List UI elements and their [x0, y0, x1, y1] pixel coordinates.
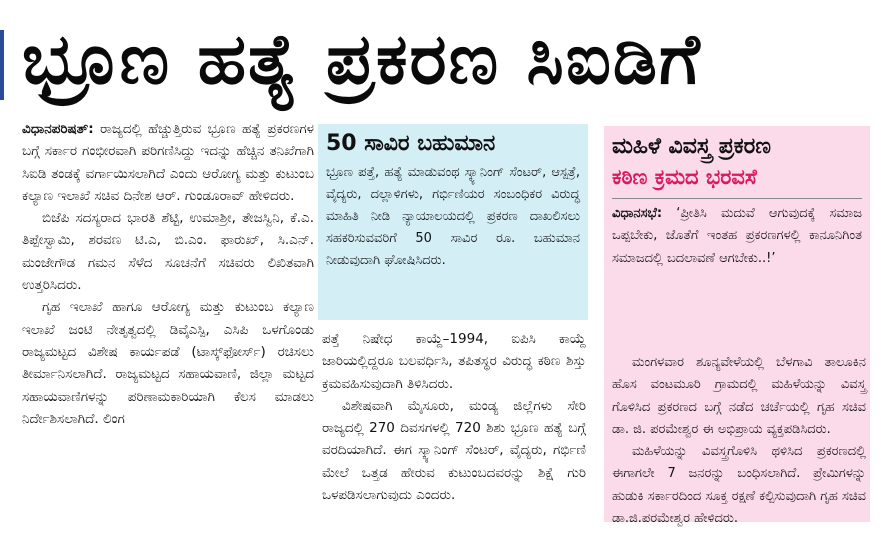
main-article-paragraph-1: [22, 118, 314, 207]
main-article-continuation-2: ವಿಶೇಷವಾಗಿ ಮೈಸೂರು, ಮಂಡ್ಯ ಜಿಲ್ಲೆಗಳು ಸೇರಿ ರಾಜ್ಯದಲ್ಲಿ 270 ದಿವಸಗಳಲ್ಲಿ 720 ಶಿಶು ಭ್ರೂಣ ಹತ್ಯೆ ಬಗ್ಗೆ ವರದಿಯಾಗಿದೆ. ಈಗ ಸ್ಕ್ಯಾನಿಂಗ್ ಸೆಂಟರ್, ವೈದ್ಯರು, ಗರ್ಭಿಣಿ ಮೇಲೆ ಒತ್ತಡ ಹೇರುವ ಕುಟುಂಬದವರನ್ನು ಶಿಕ್ಷೆ ಗುರಿ ಒಳಪಡಿಸಲಾಗುವುದು ಎಂದರು.: [322, 397, 586, 504]
reward-box: [318, 124, 588, 320]
reward-box-body: ಭ್ರೂಣ ಪತ್ತೆ, ಹತ್ಯೆ ಮಾಡುವಂಥ ಸ್ಕ್ಯಾನಿಂಗ್ ಸೆಂಟರ್, ಆಸ್ಪತ್ರೆ, ವೈದ್ಯರು, ದಲ್ಲಾಳಿಗಳು, ಗರ್ಭಿಣಿಯರ ಸಂಬಂಧಿಕರ ವಿರುದ್ಧ ಮಾಹಿತಿ ನೀಡಿ ನ್ಯಾಯಾಲಯದಲ್ಲಿ ಪ್ರಕರಣ ದಾಖಲಿಸಲು ಸಹಕರಿಸುವವರಿಗೆ 50 ಸಾವಿರ ರೂ. ಬಹುಮಾನ ನೀಡುವುದಾಗಿ ಘೋಷಿಸಿದರು.: [326, 165, 580, 268]
main-article-continuation-1: ಪತ್ತೆ ನಿಷೇಧ ಕಾಯ್ದೆ–1994, ಐಪಿಸಿ ಕಾಯ್ದೆ ಜಾರಿಯಲ್ಲಿದ್ದರೂ ಬಲವರ್ಧಿಸಿ, ತಪಿತಸ್ಥರ ವಿರುದ್ಧ ಕಠಿಣ ಶಿಸ್ತು ಕ್ರಮವಹಿಸುವುದಾಗಿ ತಿಳಿಸಿದರು.: [322, 331, 586, 392]
reward-box-title: 50 ಸಾವಿರ ಬಹುಮಾನ: [326, 131, 496, 156]
side-article-paragraph-1: ಮಂಗಳವಾರ ಶೂನ್ಯವೇಳೆಯಲ್ಲಿ ಬೆಳಗಾವಿ ತಾಲೂಕಿನ ಹೊಸ ವಂಟಮೂರಿ ಗ್ರಾಮದಲ್ಲಿ ಮಹಿಳೆಯನ್ನು ವಿವಸ್ತ್ರ ಗೊಳಿಸಿದ ಪ್ರಕರಣದ ಬಗ್ಗೆ ನಡೆದ ಚರ್ಚೆಯಲ್ಲಿ ಗೃಹ ಸಚಿವ ಡಾ. ಜಿ. ಪರಮೇಶ್ವರ ಈ ಅಭಿಪ್ರಾಯ ವ್ಯಕ್ತಪಡಿಸಿದರು.: [612, 355, 866, 437]
side-article-title: ಮಹಿಳೆ ವಿವಸ್ತ್ರ ಪ್ರಕರಣ: [612, 134, 771, 159]
side-article-divider: [612, 198, 862, 199]
main-article-column-2: [322, 328, 586, 506]
left-margin-rule: [0, 30, 4, 100]
side-dateline: ವಿಧಾನಸಭೆ:: [612, 206, 663, 221]
main-article-paragraph-3: ಗೃಹ ಇಲಾಖೆ ಹಾಗೂ ಆರೋಗ್ಯ ಮತ್ತು ಕುಟುಂಬ ಕಲ್ಯಾಣ ಇಲಾಖೆ ಜಂಟಿ ನೇತೃತ್ವದಲ್ಲಿ ಡಿವೈಎಸ್ಪಿ, ಎಸಿಪಿ ಒಳಗೊಂಡು ರಾಜ್ಯಮಟ್ಟದ ವಿಶೇಷ ಕಾರ್ಯಪಡೆ (ಟಾಸ್ಕ್‌ಫೋರ್ಸ್) ರಚಿಸಲು ತೀರ್ಮಾನಿಸಲಾಗಿದೆ. ರಾಜ್ಯಮಟ್ಟದ ಸಹಾಯವಾಣಿ, ಜಿಲ್ಲಾ ಮಟ್ಟದ ಸಹಾಯವಾಣಿಗಳನ್ನು ಪರಿಣಾಮಕಾರಿಯಾಗಿ ಕೆಲಸ ಮಾಡಲು ನಿರ್ದೇಶಿಸಲಾಗಿದೆ. ಲಿಂಗ: [22, 299, 314, 427]
side-article-intro: [612, 203, 862, 270]
main-article-p1-text: ರಾಜ್ಯದಲ್ಲಿ ಹೆಚ್ಚುತ್ತಿರುವ ಭ್ರೂಣ ಹತ್ಯೆ ಪ್ರಕರಣಗಳ ಬಗ್ಗೆ ಸರ್ಕಾರ ಗಂಭೀರವಾಗಿ ಪರಿಗಣಿಸಿದ್ದು ಇದನ್ನು ಹೆಚ್ಚಿನ ತನಿಖೆಗಾಗಿ ಸಿಐಡಿ ತಂಡಕ್ಕೆ ವರ್ಗಾಯಿಸಲಾಗಿದೆ ಎಂದು ಆರೋಗ್ಯ ಮತ್ತು ಕುಟುಂಬ ಕಲ್ಯಾಣ ಇಲಾಖೆ ಸಚಿವ ದಿನೇಶ ಆರ್. ಗುಂಡೂರಾವ್ ಹೇಳಿದರು.: [22, 121, 314, 204]
main-article-column-1: [22, 118, 314, 540]
side-quote: ‘ಪ್ರೀತಿಸಿ ಮದುವೆ ಆಗುವುದಕ್ಕೆ ಸಮಾಜ ಒಪ್ಪಬೇಕು, ಜೊತೆಗೆ ಇಂತಹ ಪ್ರಕರಣಗಳಲ್ಲಿ ಕಾನೂನಿಗಿಂತ ಸಮಾಜದಲ್ಲಿ ಬದಲಾವಣೆ ಆಗಬೇಕು..!’: [612, 206, 862, 266]
side-article-paragraph-2: ಮಹಿಳೆಯನ್ನು ವಿವಸ್ತ್ರಗೊಳಿಸಿ ಥಳಿಸಿದ ಪ್ರಕರಣದಲ್ಲಿ ಈಗಾಗಲೇ 7 ಜನರನ್ನು ಬಂಧಿಸಲಾಗಿದೆ. ಪ್ರೇಮಿಗಳನ್ನು ಹುಡುಕಿ ಸರ್ಕಾರದಿಂದ ಸೂಕ್ತ ರಕ್ಷಣೆ ಕಲ್ಪಿಸುವುದಾಗಿ ಗೃಹ ಸಚಿವ ಡಾ.ಜಿ.ಪರಮೇಶ್ವರ ಹೇಳಿದರು.: [612, 444, 866, 527]
side-article-subtitle: ಕಠಿಣ ಕ್ರಮದ ಭರವಸೆ: [612, 165, 757, 189]
main-dateline: ವಿಧಾನಪರಿಷತ್:: [22, 121, 94, 137]
side-article-column: [612, 352, 866, 530]
headline: ಭ್ರೂಣ ಹತ್ಯೆ ಪ್ರಕರಣ ಸಿಐಡಿಗೆ: [22, 18, 702, 100]
main-article-paragraph-2: ಬಿಜೆಪಿ ಸದಸ್ಯರಾದ ಭಾರತಿ ಶೆಟ್ಟಿ, ಉಮಾಶ್ರೀ, ತೇಜಸ್ವಿನಿ, ಕೆ.ಎ. ತಿಪ್ಪೇಸ್ವಾಮಿ, ಶರವಣ ಟಿ.ಎ, ಬಿ.ಎಂ. ಫಾರುಖ್, ಸಿ.ಎನ್. ಮಂಜೇಗೌಡ ಗಮನ ಸೆಳೆದ ಸೂಚನೆಗೆ ಸಚಿವರು ಲಿಖಿತವಾಗಿ ಉತ್ತರಿಸಿದರು.: [22, 210, 314, 294]
